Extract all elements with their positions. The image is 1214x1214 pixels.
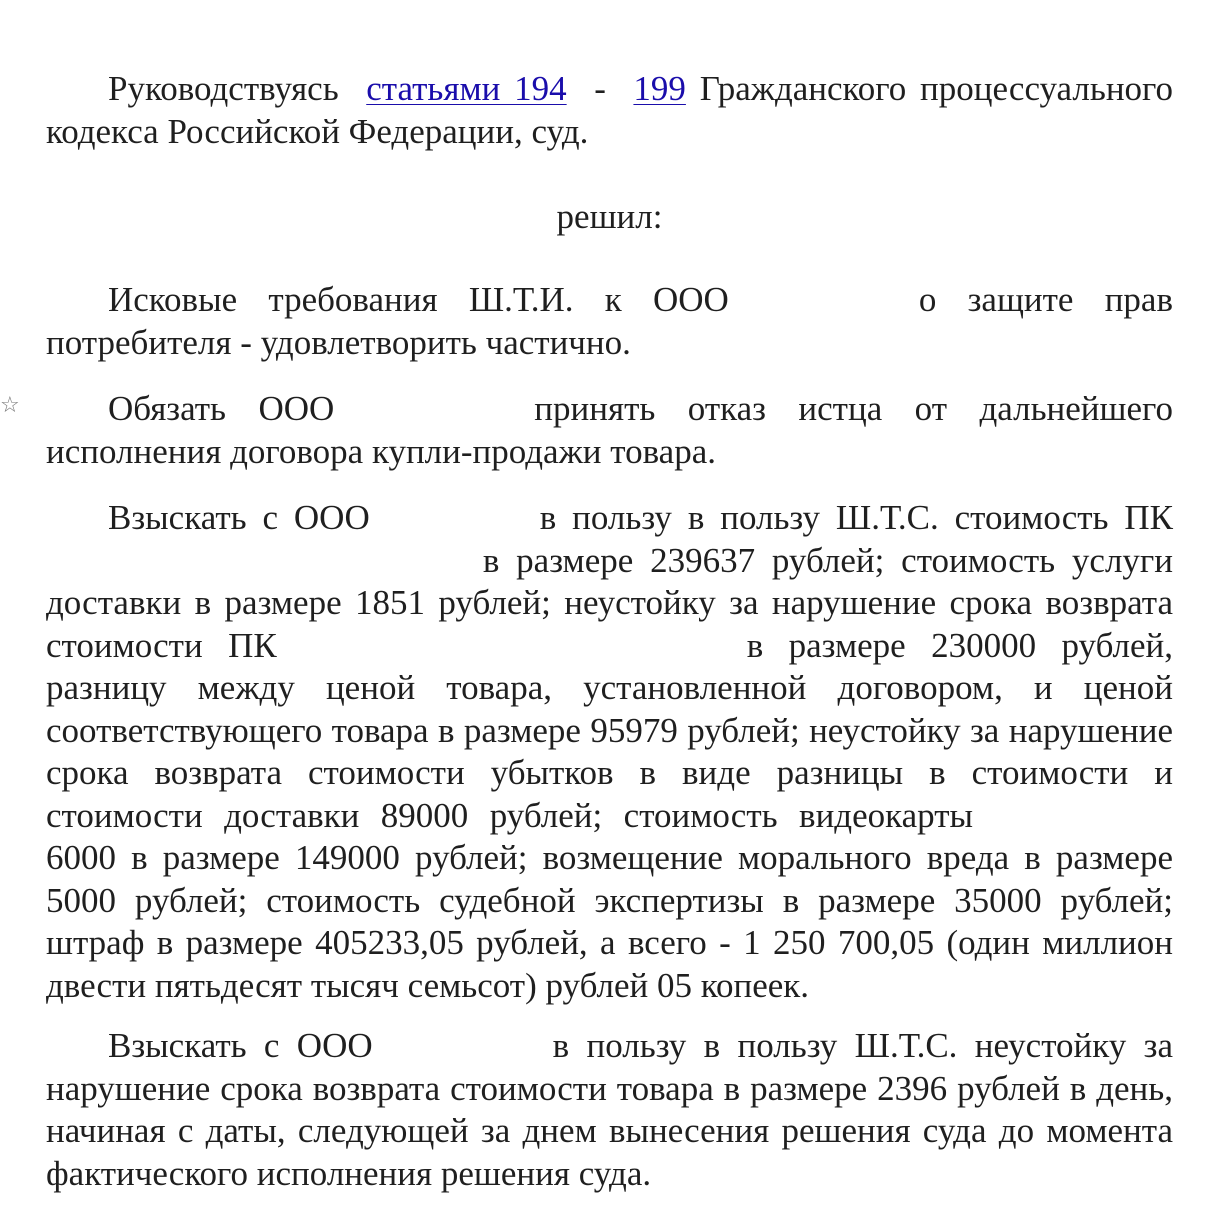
link-article-199[interactable]: 199	[633, 69, 686, 108]
claims-part1: Исковые требования Ш.Т.И. к ООО	[108, 280, 729, 319]
bookmark-star-icon[interactable]: ☆	[0, 393, 20, 418]
obligation-part2: принять отказ истца от дальнейшего исполнения договора купли-продажи товара.	[46, 389, 1173, 471]
paragraph-prefix: Руководствуясь	[108, 69, 339, 108]
obligation-part1: Обязать ООО	[108, 389, 335, 428]
link-articles-194[interactable]: статьями 194	[366, 69, 567, 108]
recovery-part2: в пользу в пользу Ш.Т.С. стоимость ПК	[539, 498, 1174, 537]
redacted-blank	[370, 503, 540, 538]
redacted-blank	[373, 1031, 553, 1066]
penalty-part1: Взыскать с ООО	[108, 1026, 373, 1065]
paragraph-recovery-penalty	[46, 1025, 1173, 1195]
dash: -	[594, 69, 606, 108]
penalty-part2: в пользу в пользу Ш.Т.С. неустойку за нарушение срока возврата стоимости товара в размере 2396 рублей в день, начиная с даты, следующей за днем вынесения решения суда до момента фактического исполнения решения суда.	[46, 1026, 1173, 1193]
paragraph-legal-basis	[46, 68, 1173, 153]
recovery-part4: в размере 230000 рублей, разницу между ценой товара, установленной договором, и ценой соответствующего товара в размере 95979 рублей; неустойку за нарушение срока возврата стоимости убытков в виде разницы в стоимости и стоимости доставки 89000 рублей; стоимость видеокарты	[46, 625, 1173, 835]
redacted-blank	[277, 631, 747, 666]
redacted-blank	[729, 285, 919, 320]
paragraph-recovery-main	[46, 497, 1173, 1007]
claims-part2: о защите прав потребителя - удовлетворить частично.	[46, 280, 1173, 362]
redacted-blank	[973, 801, 1173, 836]
recovery-part5: 6000 в размере 149000 рублей; возмещение морального вреда в размере 5000 рублей; стоимость судебной экспертизы в размере 35000 рублей; штраф в размере 405233,05 рублей, а всего - 1 250 700,05 (один миллион двести пятьдесят тысяч семьсот) рублей 05 копеек.	[46, 838, 1173, 1005]
paragraph-claims	[46, 279, 1173, 364]
redacted-blank	[46, 546, 466, 581]
recovery-part1: Взыскать с ООО	[108, 498, 370, 537]
paragraph-obligation	[46, 388, 1173, 473]
paragraph-rest: Гражданского процессуального кодекса Российской Федерации, суд.	[46, 69, 1174, 151]
redacted-blank	[334, 394, 534, 429]
recovery-part3: в размере 239637 рублей; стоимость услуги доставки в размере 1851 рублей; неустойку за нарушение срока возврата стоимости ПК	[46, 540, 1174, 665]
decision-heading: решил:	[556, 197, 663, 236]
